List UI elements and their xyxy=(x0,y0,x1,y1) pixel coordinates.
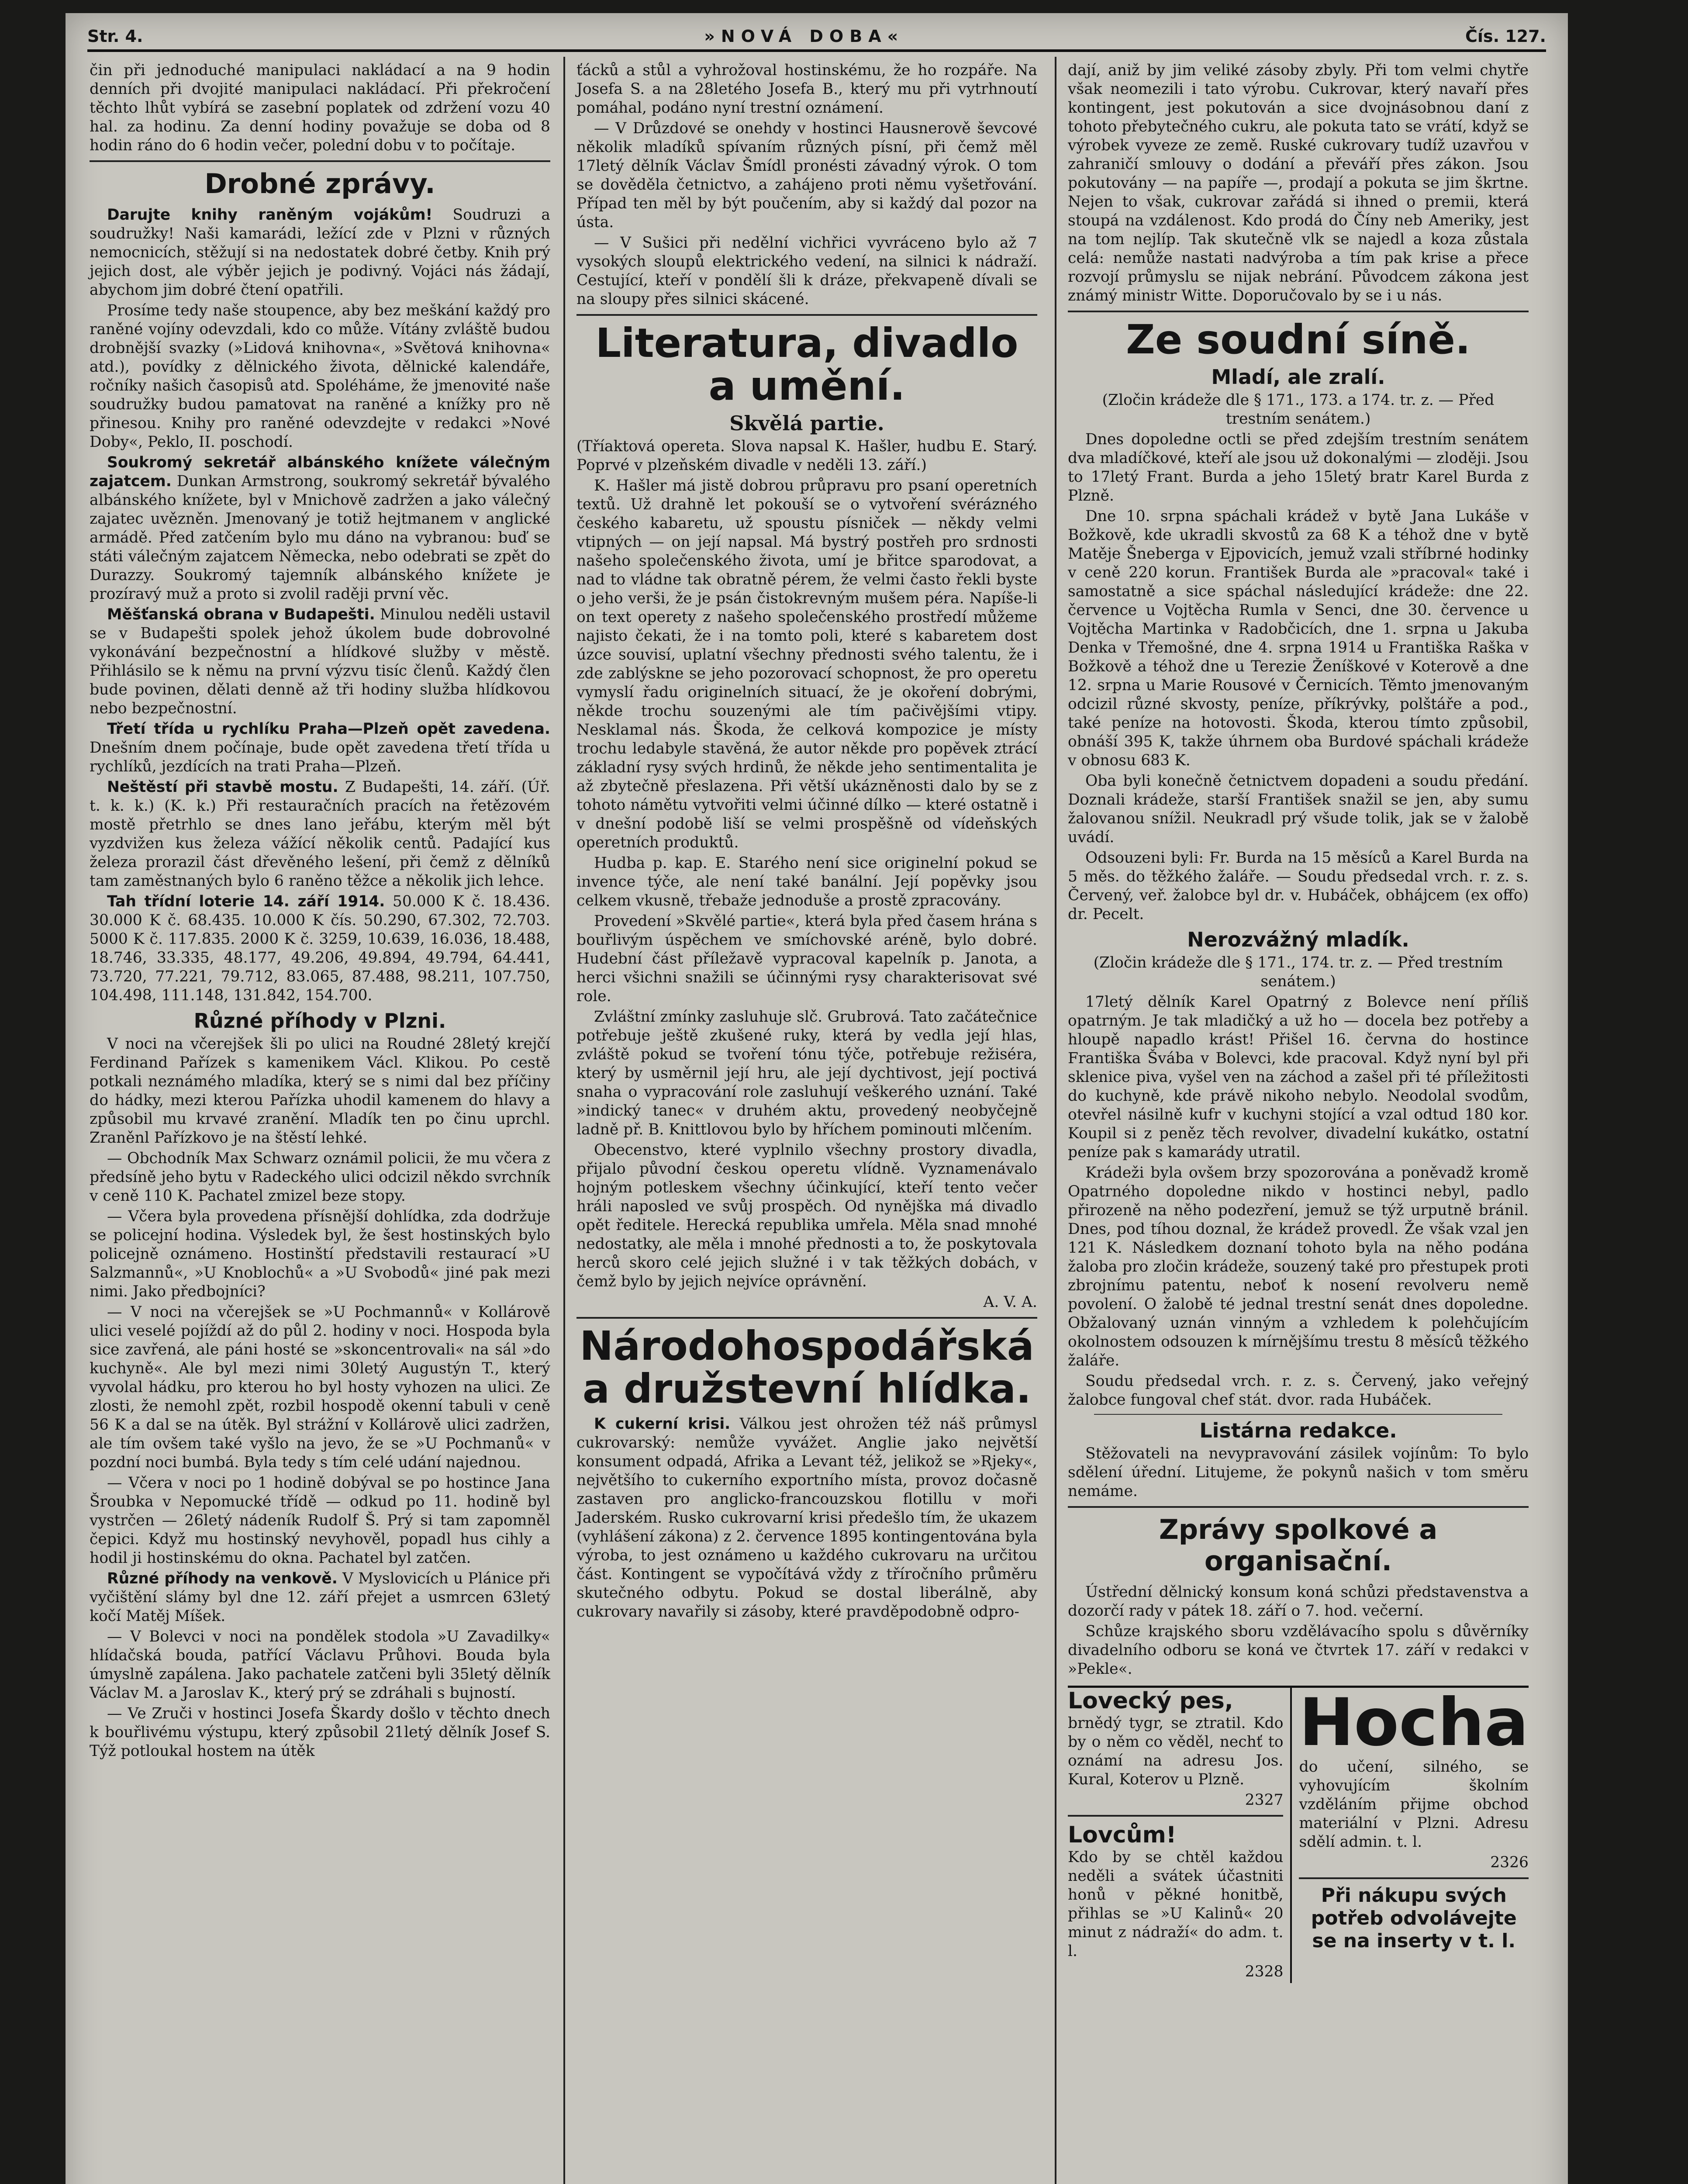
paragraph: Hudba p. kap. E. Starého není sice originelní pokud se invence týče, ale není také banální. Její popěvky jsou celkem vkusně, třebaže jednoduše a prostě zpracovány. xyxy=(576,854,1037,909)
paragraph: Prosíme tedy naše stoupence, aby bez meškání každý pro raněné vojíny odevzdali, kdo co může. Vítány zvláště budou drobnější svazky (»Lidová knihovna«, »Světová knihovna« atd.), povídky z dělnického života, dělnické kalendáře, ročníky našich časopisů atd. Spoléháme, že jmenovité naše soudružky budou pamatovat na raněné a knížky pro ně přinesou. Knihy pro raněné odevzdejte v redakci »Nové Doby«, Peklo, II. poschodí. xyxy=(90,302,550,451)
paragraph: Odsouzeni byli: Fr. Burda na 15 měsíců a Karel Burda na 5 měs. do těžkého žaláře. — Soudu předsedal vrch. r. z. s. Červený, veř. žalobce byl dr. v. Hubáček, obhájcem (ex offo) dr. Pecelt. xyxy=(1068,849,1529,923)
paragraph: Ústřední dělnický konsum koná schůzi představenstva a dozorčí rady v pátek 18. září o 7. hod. večerní. xyxy=(1068,1583,1529,1620)
paragraph: K. Hašler má jistě dobrou průpravu pro psaní operetních textů. Už drahně let pokouší se o vytvoření svérázného českého kabaretu, už spoustu písniček — někdy velmi vtipných — on její napsal. Má bystrý postřeh pro srdnosti našeho společenského života, umí je břitce sparodovat, a nad to vládne tak obratně pérem, že velmi často řekli byste o jeho verši, že je psán čistokrevným mušem péra. Napíše-li on text operety z našeho společenského prostředí můžeme najisto čekati, že i na tomto poli, které s kabaretem dost úzce souvisí, uplatní všechny přednosti svého talentu, že i zde zablýskne se jeho pozorovací schopnost, že pro operetu vymyslí řadu originelních situací, že je okoření dobrými, někde trochu souzenými ale tím pačivějšími vtipy. Nesklamal nás. Škoda, že celková kompozice je místy trochu ledabyle stavěná, že autor někde pro popěvek ztrácí základní rysy svých hrdinů, že někde jeho sentimentalita je až zbytečně přeslazena. Při větší ukázněnosti dalo by se z tohoto námětu vytvořiti velmi účinné dílko — které ostatně i v dnešní podobě liší se velmi prospěšně od vídeňských operetních produktů. xyxy=(576,477,1037,851)
rule xyxy=(1299,1877,1529,1879)
paragraph: 17letý dělník Karel Opatrný z Bolevce není příliš opatrným. Je tak mladičký a už ho — docela bez potřeby a hloupě napadlo krást! Přišel 16. června do hostince Františka Švába v Bolevci, kde pracoval. Když nyní byl při sklenice piva, vyšel ven na záchod a zašel při té příležitosti do kuchyně, kde právě nikoho nebylo. Neodolal svodům, otevřel násilně kufr v kuchyni stojící a vzal odtud 180 kor. Koupil si z peněz těch revolver, divadelní kukátko, ostatní peníze pak s kamarády utratil. xyxy=(1068,993,1529,1161)
article-heading: Tah třídní loterie 14. září 1914. xyxy=(107,893,385,910)
paragraph: Provedení »Skvělé partie«, která byla před časem hrána s bouřlivým úspěchem ve smíchovské aréně, bylo dobré. Hudební část příležavě vypracoval kapelník p. Janota, a herci všichni snažili se účinnými rysy charakterisovat své role. xyxy=(576,912,1037,1005)
paragraph: V Myslovicích u Plánice při vyčištění slámy byl dne 12. září přejet a usmrcen 63letý kočí Matěj Míšek. xyxy=(90,1570,551,1625)
paragraph: — Obchodník Max Schwarz oznámil policii, že mu včera z předsíně jeho bytu v Radeckého ulici odcizil někdo svrchník v ceně 110 K. Pachatel zmizel beze stopy. xyxy=(90,1150,550,1205)
article-heading: K cukerní krisi. xyxy=(594,1415,731,1433)
ad-code: 2327 xyxy=(1245,1791,1284,1809)
paragraph: — Včera byla provedena přísnější dohlídka, zda dodržuje se policejní hodina. Výsledek byl, že šest hostinských bylo policejně oznámeno. Hostinští představili restaurací »U Salzmannů«, »U Knoblochů« a »U Svobodů« jiné pak mezi nimi. Jako předbojníci? xyxy=(90,1208,550,1300)
rule xyxy=(90,160,550,162)
paragraph: 50.000 K č. 18.436. 30.000 K č. 68.435. 10.000 K čís. 50.290, 67.302, 72.703. 5000 K č. 117.835. 2000 K č. 3259, 10.639, 16.036, 18.488, 18.746, 33.335, 48.177, 49.206, 49.894, 49.794, 64.441, 73.720, 77.221, 79.712, 83.065, 87.488, 98.211, 107.750, 104.498, 111.148, 131.842, 154.700. xyxy=(90,893,551,1004)
article-heading: Třetí třída u rychlíku Praha—Plzeň opět zavedena. xyxy=(107,720,550,738)
ad-column-right xyxy=(1290,1685,1529,1983)
paragraph: V noci na včerejšek šli po ulici na Roudné 28letý krejčí Ferdinand Pařízek s kamenikem Václ. Klikou. Po cestě potkali neznámého mladíka, který se s nimi dal bez příčiny do hádky, mezi kterou Pařízka uhodil kamenem do hlavy a způsobil mu krvavé zranění. Mladík ten po činu uprchl. Zraněnl Pařízkovo je na štěstí lehké. xyxy=(90,1035,550,1147)
article-heading: Měšťanská obrana v Budapešti. xyxy=(107,606,375,623)
column-2 xyxy=(576,61,1037,1623)
paragraph: Soudu předsedal vrch. r. z. s. Červený, jako veřejný žalobce fungoval chef stát. dvor. rada Hubáček. xyxy=(1068,1372,1529,1409)
paragraph: Stěžovateli na nevypravování zásilek vojínům: To bylo sdělení úřední. Litujeme, že pokynů našich v tom směru nemáme. xyxy=(1068,1445,1529,1500)
paragraph: — V Bolevci v noci na pondělek stodola »U Zavadilky« hlídačská bouda, patřící Václavu Průhovi. Bouda byla úmyslně zapálena. Jako pachatele zatčeni byli 35letý dělník Václav M. a Jaroslav K., který prý se zdráhali s bujností. xyxy=(90,1628,550,1702)
article-heading: Darujte knihy raněným vojákům! xyxy=(107,206,433,224)
page-number: Str. 4. xyxy=(87,27,143,46)
ad-text: do učení, silného, se vyhovujícím školním vzděláním přijme obchod materiální v Plzni. Adresu sdělí admin. t. l. xyxy=(1299,1758,1529,1851)
rule xyxy=(576,314,1037,316)
newspaper-page xyxy=(66,13,1568,2184)
paragraph: Válkou jest ohrožen též náš průmysl cukrovarský: nemůže vyvážet. Anglie jako největší konsument odpadá, Afrika a Levant též, jelikož se »Rjeky«, největšího to cukerního exportního místa, provoz dočasně zastaven pro anglicko-francouzskou flotillu v moři Jaderském. Rusko cukrovarní krisi předešlo tím, že ukazem (vyhlášení zákona) z 2. července 1895 kontingentována byla výroba, to jest oznámeno u každého cukrovaru na určitou část. Kontingent se vypočítává vždy z tříročního průměru skutečného odbytu. Pokud se dostal liberálně, aby cukrovary navařily si zásoby, které pravděpodobně odpro- xyxy=(576,1415,1037,1621)
paragraph: Dnes dopoledne octli se před zdejším trestním senátem dva mladíčkové, kteří ale jsou už dokonalými — zloději. Jsou to 17letý Frant. Burda a jeho 15letý bratr Karel Burda z Plzně. xyxy=(1068,431,1529,505)
paragraph: Z Budapešti, 14. září. (Úř. t. k. k.) (K. k.) Při restauračních pracích na řetězovém mostě přetrhlo se dnes lano jeřábu, kterým měl být vyzdvižen kus železa vážící několik centů. Padající kus železa prorazil část dřevěného lešení, při čemž z dělníků tam zaměstnaných bylo 6 raněno těžce a několik jich lehce. xyxy=(90,778,550,890)
paragraph: Krádeži byla ovšem brzy spozorována a poněvadž kromě Opatrného dopoledne nikdo v hostinci nebyl, padlo přirozeně na něho podezření, jemuž se týž urputně bránil. Dnes, pod tíhou doznal, že krádež provedl. Že však vzal jen 121 K. Následkem doznaní tohoto byla na něho podána žaloba pro zločin krádeže, souzený také pro přestupek proti zbrojnímu patentu, neboť k nosení revolveru nemě povolení. O žalobě té jednal trestní senát dnes dopoledne. Obžalovaný uznán vinným a vzhledem k polehčujícím okolnostem odsouzen k mírnějšímu trestu 8 měsíců těžkého žaláře. xyxy=(1068,1164,1529,1369)
ad-text: Kdo by se chtěl každou neděli a svátek účastniti honů v pěkné honitbě, přihlas se »U Kalinů« 20 minut z nádraží« do adm. t. l. xyxy=(1068,1849,1284,1960)
column-divider xyxy=(563,57,565,2184)
article-heading: Různé příhody na venkově. xyxy=(107,1570,338,1587)
article-heading: Nerozvážný mladík. xyxy=(1187,928,1409,951)
masthead xyxy=(87,13,1546,52)
ad-heading: Hocha xyxy=(1299,1685,1529,1761)
column-divider xyxy=(1055,57,1056,2184)
paragraph: Obecenstvo, které vyplnilo všechny prostory divadla, přijalo původní českou operetu vlídně. Vyznamenávalo hojným potleskem všechny účinkující, kteří tento večer hráli naposled ve svůj prospěch. Od nynějška má divadlo opět ředitele. Herecká republika umřela. Měla snad mnohé nedostatky, ale měla i mnohé přednosti a to, že poskytovala herců skoro celé jejich služné i v tak těžkých dobách, v čemž bylo by jejich nejvíce oprávnění. xyxy=(576,1141,1037,1290)
paragraph: dají, aniž by jim veliké zásoby zbyly. Při tom velmi chytře však neomezili i tato výrobu. Cukrovar, který navaří přes kontingent, jest pokutován a sice dvojnásobnou daní z tohoto přebytečného cukru, ale pokuta tato se vrátí, když se výrobek vyveze ze země. Ruské cukrovary tudíž uzavřou v zahraničí smlouvy o dodání a převáří přes zákon. Jsou pokutovány — na papíře —, prodají a pokuta se jim škrtne. Nejen to však, cukrovar zařádá si ihned o premii, která stoupá na vzdálenost. Kdo prodá do Číny neb Ameriky, jest na tom nejlíp. Tak skutečně vlk se najedl a koza zůstala celá: nemůže nastati nadvýroba a tím pak krise a přece rozvojí průmyslu se nijak nebrání. Původcem zákona jest známý ministr Witte. Doporučovalo by se i u nás. xyxy=(1068,62,1529,304)
ad-heading: Lovcům! xyxy=(1068,1822,1177,1848)
article-heading: Skvělá partie. xyxy=(729,411,884,435)
article-subheading: (Zločin krádeže dle § 171., 173. a 174. tr. z. — Před trestním senátem.) xyxy=(1102,391,1495,428)
paragraph: čin při jednoduché manipulaci nakládací a na 9 hodin denních při dvojité manipulaci nakládací. Při překročení těchto lhůt vybírá se zasební poplatek od zdržení vozu 40 hal. za hodinu. Za denní hodiny považuje se doba od 8 hodin ráno do 6 hodin večer, polední dobu v to počítaje. xyxy=(90,62,550,154)
paragraph: — V Sušici při nedělní vichřici vyvráceno bylo až 7 vysokých sloupů elektrického vedení, na silnici k nádraží. Cestující, kteří v pondělí šli k dráze, překvapeně dívali se na sloupy přes silnici skácené. xyxy=(576,234,1037,308)
paragraph: Dnešním dnem počínaje, bude opět zavedena třetí třída u rychlíků, jezdících na trati Praha—Plzeň. xyxy=(90,739,550,775)
paragraph: Schůze krajského sboru vzdělávacího spolu s důvěrníky divadelního odboru se koná ve čtvrtek 17. září v redakci v »Pekle«. xyxy=(1068,1623,1529,1678)
paragraph: Dne 10. srpna spáchali krádež v bytě Jana Lukáše v Božkově, kde ukradli skvostů za 68 K a téhož dne v bytě Matěje Šneberga v Ejpovicích, jemuž vzali stříbrné hodinky v ceně 220 korun. František Burda ale »pracoval« také i samostatně a sice spáchal následující krádeže: dne 22. července u Vojtěcha Rumla v Senci, dne 30. července u Vojtěcha Martinka v Radobčicích, dne 1. srpna u Jakuba Denka v Třemošné, dne 4. srpna 1914 u Františka Raška v Božkově a téhož dne u Terezie Ženíškové v Koterově a dne 12. srpna u Marie Rousové v Černicích. Těmto jmenovaným odcizil různé skvosty, peníze, příkrývky, polštáře a pod., také peníze na hotovosti. Škoda, kterou tímto způsobil, obnáší 395 K, takže úhrnem oba Burdové spáchali krádeže v obnosu 683 K. xyxy=(1068,508,1529,769)
section-heading: Ze soudní síně. xyxy=(1126,316,1471,363)
paragraph: — Ve Zruči v hostinci Josefa Škardy došlo v těchto dnech k bouřlivému výstupu, který způsobil 21letý dělník Josef S. Týž potloukal hostem na útěk xyxy=(90,1705,550,1760)
column-3 xyxy=(1068,61,1529,1983)
paragraph: Minulou neděli ustavil se v Budapešti spolek jehož úkolem bude dobrovolné vykonávání bezpečnostní a hlídkové služby v městě. Přihlásilo se k němu na první výzvu tisíc členů. Každý člen bude povinen, dělati denně až tři hodiny služba hlídkovou nebo bezpečnostní. xyxy=(90,606,550,717)
rule xyxy=(1068,1506,1529,1508)
section-heading: Národohospodářská a družstevní hlídka. xyxy=(580,1323,1034,1412)
paragraph: ťácků a stůl a vyhrožoval hostinskému, že ho rozpáře. Na Josefa S. a na 28letého Josefa B., který mu při vytrhnoutí pomáhal, podáno nyní trestní oznámení. xyxy=(576,62,1037,117)
paragraph: Dunkan Armstrong, soukromý sekretář bývalého albánského knížete, byl v Mnichově zadržen a jako válečný zajatec uvězněn. Jmenovaný je totiž hejtmanem v anglické armádě. Před zatčením bylo mu dáno na vybranou: buď se státi válečným zajatcem Německa, nebo odebrati se zpět do Durazzy. Soukromý tajemník albánského knížete je prozíravý muž a proto si zvolil raději první věc. xyxy=(90,473,551,603)
issue-number: Čís. 127. xyxy=(1465,27,1546,46)
section-heading: Zprávy spolkové a organisační. xyxy=(1159,1514,1438,1577)
ad-code: 2328 xyxy=(1245,1963,1284,1980)
newspaper-title: »NOVÁ DOBA« xyxy=(704,27,904,46)
section-heading: Literatura, divadlo a umění. xyxy=(595,320,1018,409)
ad-text: brnědý tygr, se ztratil. Kdo by o něm co věděl, nechť to oznámí na adresu Jos. Kural, Koterov u Plzně. xyxy=(1068,1714,1284,1788)
rule xyxy=(576,1317,1037,1319)
rule xyxy=(1068,311,1529,312)
ad-text: Při nákupu svých potřeb odvolávejte se na inserty v t. l. xyxy=(1311,1884,1517,1952)
paragraph: Zvláštní zmínky zasluhuje slč. Grubrová. Tato začátečnice potřebuje ještě zkušené ruky, která by vedla její hlas, zvláště pokud se tvoření tónu týče, potřebuje režiséra, který by usměrnil její hru, ale její dychtivost, její poctivá snaha o vypracování role zasluhují veškerého uznání. Také »indický tanec« v druhém aktu, provedený neobyčejně ladně př. B. Knittlovou bylo by hříchem pominouti mlčením. xyxy=(576,1008,1037,1138)
article-heading: Soukromý sekretář albánského knížete válečným zajatcem. xyxy=(90,454,550,490)
article-heading: Neštěstí při stavbě mostu. xyxy=(107,778,338,796)
article-heading: Mladí, ale zralí. xyxy=(1211,365,1385,389)
article-subheading: (Zločin krádeže dle § 171., 174. tr. z. — Před trestním senátem.) xyxy=(1093,954,1503,990)
rule xyxy=(1094,1414,1502,1415)
ad-code: 2326 xyxy=(1490,1854,1529,1871)
paragraph: — V Drůzdové se onehdy v hostinci Hausnerově ševcové několik mladíků spívaním různých písní, při čemž měl 17letý dělník Václav Šmídl pronésti závadný výrok. O tom se dověděla četnictvo, a zahájeno proti němu vyšetřování. Případ ten měl by být poučením, aby si každý dal pozor na ústa. xyxy=(576,120,1037,231)
article-heading: Listárna redakce. xyxy=(1199,1419,1397,1442)
paragraph: — V noci na včerejšek se »U Pochmannů« v Kollárově ulici veselé pojíždí až do půl 2. hodiny v noci. Hospoda byla sice zavřená, ale páni hosté se »skoncentrovali« na sál »do kuchyně«. Ale byl mezi nimi 30letý Augustýn T., který vyvolal hádku, pro kterou ho byl hosty vyhozen na ulici. Ze zlosti, že nemohl zpět, rozbil hospodě okenní tabuli v ceně 56 K a dal se na útěk. Byl strážní v Kollárově ulici zadržen, ale tím ovšem také vyšlo na jevo, že se »U Pochmanů« v pozdní noci bumbá. Byla tedy s tím celé udání najednou. xyxy=(90,1303,550,1471)
ad-heading: Lovecký pes, xyxy=(1068,1688,1233,1714)
ad-column-left xyxy=(1068,1688,1283,1983)
author-signature: A. V. A. xyxy=(983,1293,1037,1311)
paragraph: Soudruzi a soudružky! Naši kamarádi, ležící zde v Plzni v různých nemocnicích, stěžují si na nedostatek dobré četby. Knih prý jejich dost, ale výběr jejich je podivný. Vojáci nás žádají, abychom jim dobré čtení opatřili. xyxy=(90,206,550,299)
article-heading: Různé příhody v Plzni. xyxy=(193,1009,446,1033)
rule xyxy=(1068,1815,1283,1817)
paragraph: — Včera v noci po 1 hodině dobýval se po hostince Jana Šroubka v Nepomucké třídě — odkud po 11. hodině byl vystrčen — 26letý nádeník Rudolf Š. Prý si tam zapomněl čepici. Když mu hostinský nevyhověl, popadl hus cihly a hodil ji hostinskému do okna. Pachatel byl zatčen. xyxy=(90,1474,550,1567)
section-heading: Drobné zprávy. xyxy=(204,168,435,200)
paragraph: Oba byli konečně četnictvem dopadeni a soudu předání. Doznali krádeže, starší František snažil se jen, aby sumu žalovanou snížil. Neukradl prý všude tolik, jak se v žalobě uvádí. xyxy=(1068,772,1529,846)
column-1 xyxy=(90,61,550,1762)
article-subheading: (Tříaktová opereta. Slova napsal K. Hašler, hudbu E. Starý. Poprvé v plzeňském divadle v neděli 13. září.) xyxy=(576,438,1037,474)
advertisements xyxy=(1068,1686,1529,1983)
